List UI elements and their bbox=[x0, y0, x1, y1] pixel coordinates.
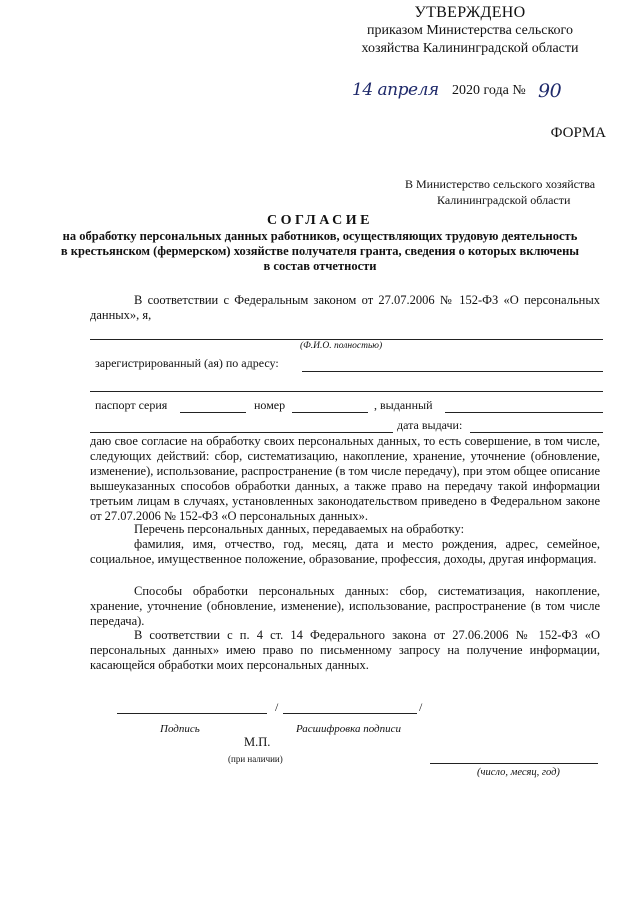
date-line[interactable] bbox=[430, 763, 598, 764]
title-heading: СОГЛАСИЕ bbox=[267, 213, 373, 228]
signature-decode-line[interactable] bbox=[283, 713, 417, 714]
handwritten-date: 14 апреля bbox=[352, 80, 439, 100]
fio-caption: (Ф.И.О. полностью) bbox=[300, 341, 383, 351]
signature-line[interactable] bbox=[117, 713, 267, 714]
approval-heading: УТВЕРЖДЕНО bbox=[414, 4, 526, 21]
title-subtitle: на обработку персональных данных работников, осуществляющих трудовую деятельность в крестьянском (фермерском) хозяйстве получателя гранта, сведения о которых включены в состав отчетности bbox=[60, 229, 580, 273]
decode-caption: Расшифровка подписи bbox=[296, 723, 401, 735]
passport-number-label: номер bbox=[254, 398, 286, 412]
approval-year: 2020 года № bbox=[452, 83, 526, 98]
consent-paragraph: даю свое согласие на обработку своих персональных данных, то есть совершение, в том числе, следующих действий: сбор, систематизацию, накопление, хранение, уточнение (обновление, изменение), использование, распространение (в том числе передачу), при этом общее описание вышеуказанных способов обработки данных, а также право на передачу такой информации третьим лицам в случаях, установленных законодательством приведено в Федеральном законе от 27.07.2006 № 152-ФЗ «О персональных данных». bbox=[90, 434, 600, 523]
stamp-note: (при наличии) bbox=[228, 754, 283, 764]
addressee-line1: В Министерство сельского хозяйства bbox=[405, 177, 596, 191]
addressee-line2: Калининградской области bbox=[437, 193, 571, 207]
address-line[interactable] bbox=[302, 371, 603, 372]
signature-caption: Подпись bbox=[160, 723, 200, 735]
passport-series-field[interactable] bbox=[180, 412, 246, 413]
data-list-paragraph: фамилия, имя, отчество, год, месяц, дата и место рождения, адрес, семейное, социальное, имущественное положение, образование, профессия, доходы, другая информация. bbox=[90, 537, 600, 566]
passport-number-field[interactable] bbox=[292, 412, 368, 413]
approval-block bbox=[330, 4, 610, 58]
fio-line[interactable] bbox=[90, 339, 603, 340]
issued-by-line-2[interactable] bbox=[90, 432, 393, 433]
registered-label: зарегистрированный (ая) по адресу: bbox=[95, 356, 279, 370]
rights-paragraph: В соответствии с п. 4 ст. 14 Федерального закона от 27.06.2006 № 152-ФЗ «О персональных данных» имею право по письменному запросу на получение информации, касающейся обработки моих персональных данных. bbox=[90, 628, 600, 672]
approval-order-line: приказом Министерства сельского bbox=[367, 23, 573, 38]
intro-paragraph: В соответствии с Федеральным законом от 27.07.2006 № 152-ФЗ «О персональных данных», я, bbox=[90, 293, 600, 322]
date-caption: (число, месяц, год) bbox=[477, 767, 560, 778]
issued-by-label: , выданный bbox=[374, 398, 433, 412]
handwritten-number: 90 bbox=[538, 80, 562, 102]
methods-paragraph: Способы обработки персональных данных: сбор, систематизация, накопление, хранение, уточнение (обновление, изменение), использование, распространение (в том числе передача). bbox=[90, 584, 600, 628]
issue-date-field[interactable] bbox=[470, 432, 603, 433]
passport-series-label: паспорт серия bbox=[95, 398, 168, 412]
approval-ministry-line: хозяйства Калининградской области bbox=[361, 41, 579, 56]
address-line-2[interactable] bbox=[90, 391, 603, 392]
document-title bbox=[60, 213, 580, 274]
stamp-label: М.П. bbox=[244, 735, 271, 749]
list-intro: Перечень персональных данных, передаваемых на обработку: bbox=[134, 522, 465, 536]
signature-slash-right: / bbox=[419, 700, 423, 714]
issued-by-field[interactable] bbox=[445, 412, 603, 413]
approval-date-line bbox=[352, 80, 622, 104]
issue-date-label: дата выдачи: bbox=[397, 418, 463, 432]
signature-slash-left: / bbox=[275, 700, 279, 714]
addressee bbox=[405, 176, 610, 208]
form-label: ФОРМА bbox=[550, 125, 606, 141]
